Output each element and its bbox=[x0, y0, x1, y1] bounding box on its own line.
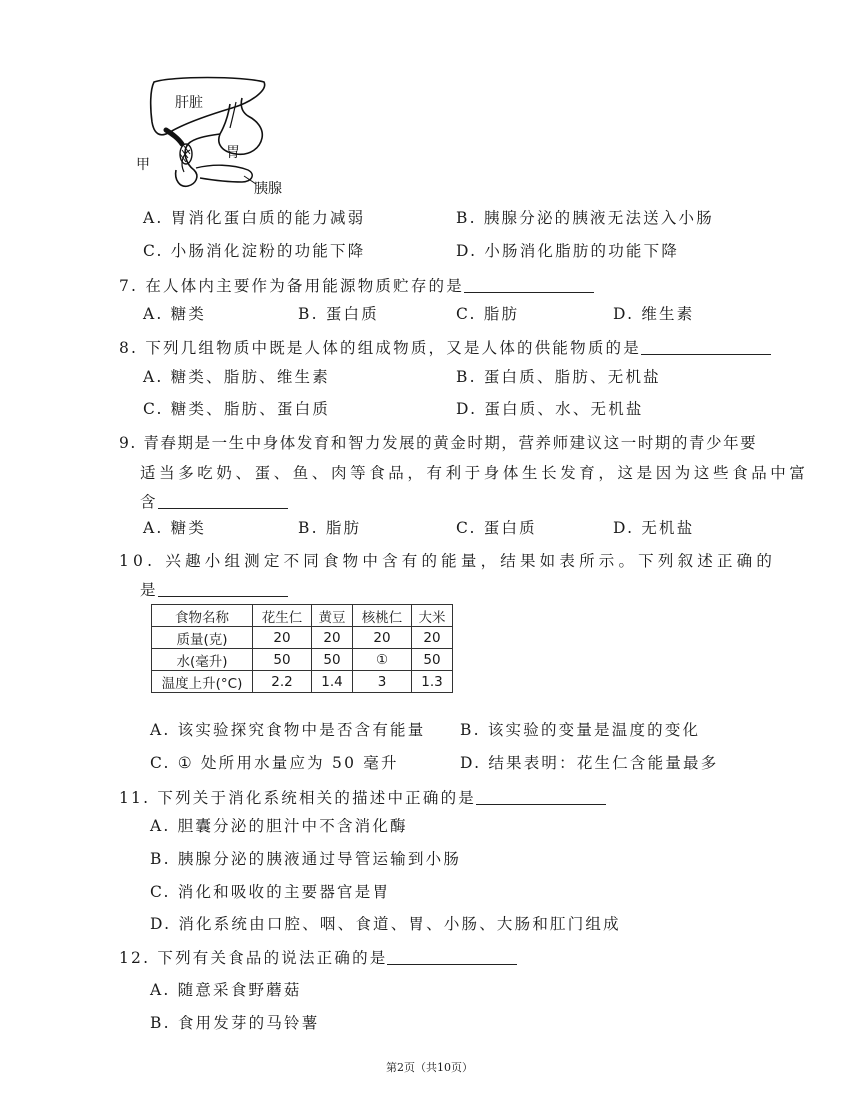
q7-option-b: B. 蛋白质 bbox=[298, 305, 379, 323]
table-cell: 20 bbox=[312, 627, 353, 649]
table-cell: 1.3 bbox=[412, 671, 453, 693]
q11-answer-blank bbox=[476, 788, 606, 805]
q6-option-b: B. 胰腺分泌的胰液无法送入小肠 bbox=[456, 209, 714, 227]
table-header-row bbox=[152, 605, 453, 627]
table-cell: ① bbox=[353, 649, 412, 671]
header-cell: 核桃仁 bbox=[353, 605, 412, 627]
q7-stem: 7. 在人体内主要作为备用能源物质贮存的是 bbox=[119, 274, 594, 296]
q12-stem: 12. 下列有关食品的说法正确的是 bbox=[119, 946, 517, 968]
table-cell: 20 bbox=[412, 627, 453, 649]
table-cell: 50 bbox=[312, 649, 353, 671]
pancreas-label: 胰腺 bbox=[254, 181, 282, 197]
q8-option-a: A. 糖类、脂肪、维生素 bbox=[143, 368, 330, 386]
table-row bbox=[152, 649, 453, 671]
page-footer: 第2页（共10页） bbox=[386, 1061, 473, 1074]
q10-option-c: C. ① 处所用水量应为 50 毫升 bbox=[150, 754, 399, 772]
q7-option-a: A. 糖类 bbox=[143, 305, 207, 323]
header-cell: 黄豆 bbox=[312, 605, 353, 627]
q6-option-a: A. 胃消化蛋白质的能力减弱 bbox=[143, 209, 366, 227]
table-cell: 1.4 bbox=[312, 671, 353, 693]
q9-option-a: A. 糖类 bbox=[143, 519, 207, 537]
digestive-diagram bbox=[132, 72, 292, 202]
q8-option-b: B. 蛋白质、脂肪、无机盐 bbox=[456, 368, 661, 386]
q8-stem: 8. 下列几组物质中既是人体的组成物质，又是人体的供能物质的是 bbox=[119, 336, 771, 358]
q9-stem-line2: 适当多吃奶、蛋、鱼、肉等食品，有利于身体生长发育，这是因为这些食品中富 bbox=[140, 464, 809, 482]
q12-option-b: B. 食用发芽的马铃薯 bbox=[150, 1014, 320, 1032]
q12-option-a: A. 随意采食野蘑菇 bbox=[150, 981, 302, 999]
q10-option-a: A. 该实验探究食物中是否含有能量 bbox=[150, 721, 426, 739]
q11-option-c: C. 消化和吸收的主要器官是胃 bbox=[150, 883, 391, 901]
q8-answer-blank bbox=[641, 338, 771, 355]
table-row bbox=[152, 627, 453, 649]
food-energy-table bbox=[151, 604, 453, 693]
q6-option-c: C. 小肠消化淀粉的功能下降 bbox=[143, 242, 366, 260]
table-cell: 20 bbox=[353, 627, 412, 649]
table-cell: 3 bbox=[353, 671, 412, 693]
q9-option-d: D. 无机盐 bbox=[613, 519, 695, 537]
table-row bbox=[152, 671, 453, 693]
table-cell: 50 bbox=[412, 649, 453, 671]
table-cell: 2.2 bbox=[253, 671, 312, 693]
q12-answer-blank bbox=[387, 948, 517, 965]
q9-option-b: B. 脂肪 bbox=[298, 519, 362, 537]
header-cell: 花生仁 bbox=[253, 605, 312, 627]
table-cell: 温度上升(°C) bbox=[152, 671, 253, 693]
q11-option-a: A. 胆囊分泌的胆汁中不含消化酶 bbox=[150, 817, 408, 835]
q9-stem-line3: 含 bbox=[140, 490, 288, 512]
jia-label: 甲 bbox=[136, 157, 150, 173]
q7-option-d: D. 维生素 bbox=[613, 305, 695, 323]
q9-stem-line1: 9. 青春期是一生中身体发育和智力发展的黄金时期，营养师建议这一时期的青少年要 bbox=[119, 434, 758, 452]
table-cell: 质量(克) bbox=[152, 627, 253, 649]
q10-stem-line1: 10. 兴趣小组测定不同食物中含有的能量，结果如表所示。下列叙述正确的 bbox=[119, 552, 777, 570]
q11-option-d: D. 消化系统由口腔、咽、食道、胃、小肠、大肠和肛门组成 bbox=[150, 915, 621, 933]
stomach-label: 胃 bbox=[226, 145, 240, 161]
liver-label: 肝脏 bbox=[175, 95, 203, 111]
q10-stem-line2: 是 bbox=[140, 578, 288, 600]
q9-answer-blank bbox=[158, 492, 288, 509]
header-cell: 大米 bbox=[412, 605, 453, 627]
q8-option-c: C. 糖类、脂肪、蛋白质 bbox=[143, 400, 331, 418]
q11-stem: 11. 下列关于消化系统相关的描述中正确的是 bbox=[119, 786, 606, 808]
q11-option-b: B. 胰腺分泌的胰液通过导管运输到小肠 bbox=[150, 850, 462, 868]
table-cell: 水(毫升) bbox=[152, 649, 253, 671]
header-cell: 食物名称 bbox=[152, 605, 253, 627]
q10-answer-blank bbox=[158, 580, 288, 597]
q6-option-d: D. 小肠消化脂肪的功能下降 bbox=[456, 242, 680, 260]
q10-option-d: D. 结果表明：花生仁含能量最多 bbox=[460, 754, 719, 772]
q10-option-b: B. 该实验的变量是温度的变化 bbox=[460, 721, 701, 739]
q9-option-c: C. 蛋白质 bbox=[456, 519, 537, 537]
q7-answer-blank bbox=[464, 276, 594, 293]
table-cell: 50 bbox=[253, 649, 312, 671]
q8-option-d: D. 蛋白质、水、无机盐 bbox=[456, 400, 644, 418]
table-cell: 20 bbox=[253, 627, 312, 649]
q7-option-c: C. 脂肪 bbox=[456, 305, 520, 323]
